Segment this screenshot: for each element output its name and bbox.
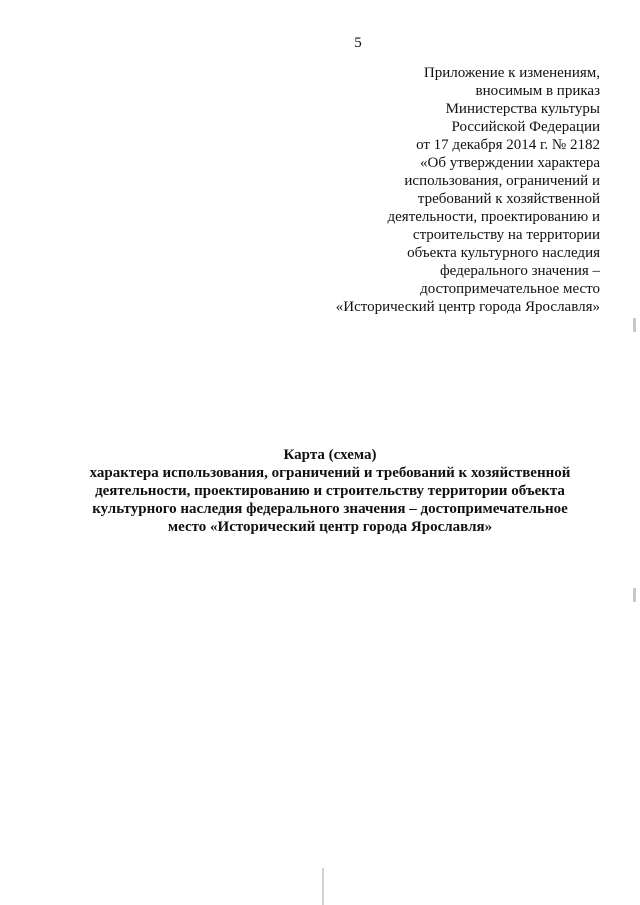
title-line: место «Исторический центр города Ярославля» bbox=[167, 519, 493, 535]
appendix-line: вносимым в приказ bbox=[475, 83, 600, 99]
appendix-line: Министерства культуры bbox=[445, 101, 600, 117]
page-number: 5 bbox=[354, 35, 362, 51]
title-heading: Карта (схема) bbox=[283, 447, 377, 463]
appendix-line: требований к хозяйственной bbox=[417, 191, 600, 207]
title-line: характера использования, ограничений и требований к хозяйственной bbox=[89, 465, 571, 481]
title-line: деятельности, проектированию и строительству территории объекта bbox=[95, 483, 565, 499]
scan-edge-mark bbox=[633, 318, 636, 332]
appendix-line: деятельности, проектированию и bbox=[387, 209, 600, 225]
appendix-line: достопримечательное место bbox=[420, 281, 600, 297]
appendix-line: «Исторический центр города Ярославля» bbox=[335, 299, 600, 315]
appendix-line: объекта культурного наследия bbox=[407, 245, 600, 261]
appendix-line: строительству на территории bbox=[412, 227, 600, 243]
scan-edge-mark bbox=[633, 588, 636, 602]
title-line: культурного наследия федерального значения – достопримечательное bbox=[92, 501, 568, 517]
appendix-block bbox=[300, 64, 600, 316]
appendix-line: Приложение к изменениям, bbox=[423, 65, 600, 81]
appendix-line: «Об утверждении характера bbox=[420, 155, 600, 171]
appendix-line: Российской Федерации bbox=[451, 119, 600, 135]
scan-artifact bbox=[322, 868, 324, 905]
document-title bbox=[80, 446, 580, 536]
appendix-line: федерального значения – bbox=[439, 263, 600, 279]
appendix-line: использования, ограничений и bbox=[404, 173, 600, 189]
appendix-line: от 17 декабря 2014 г. № 2182 bbox=[416, 137, 600, 153]
